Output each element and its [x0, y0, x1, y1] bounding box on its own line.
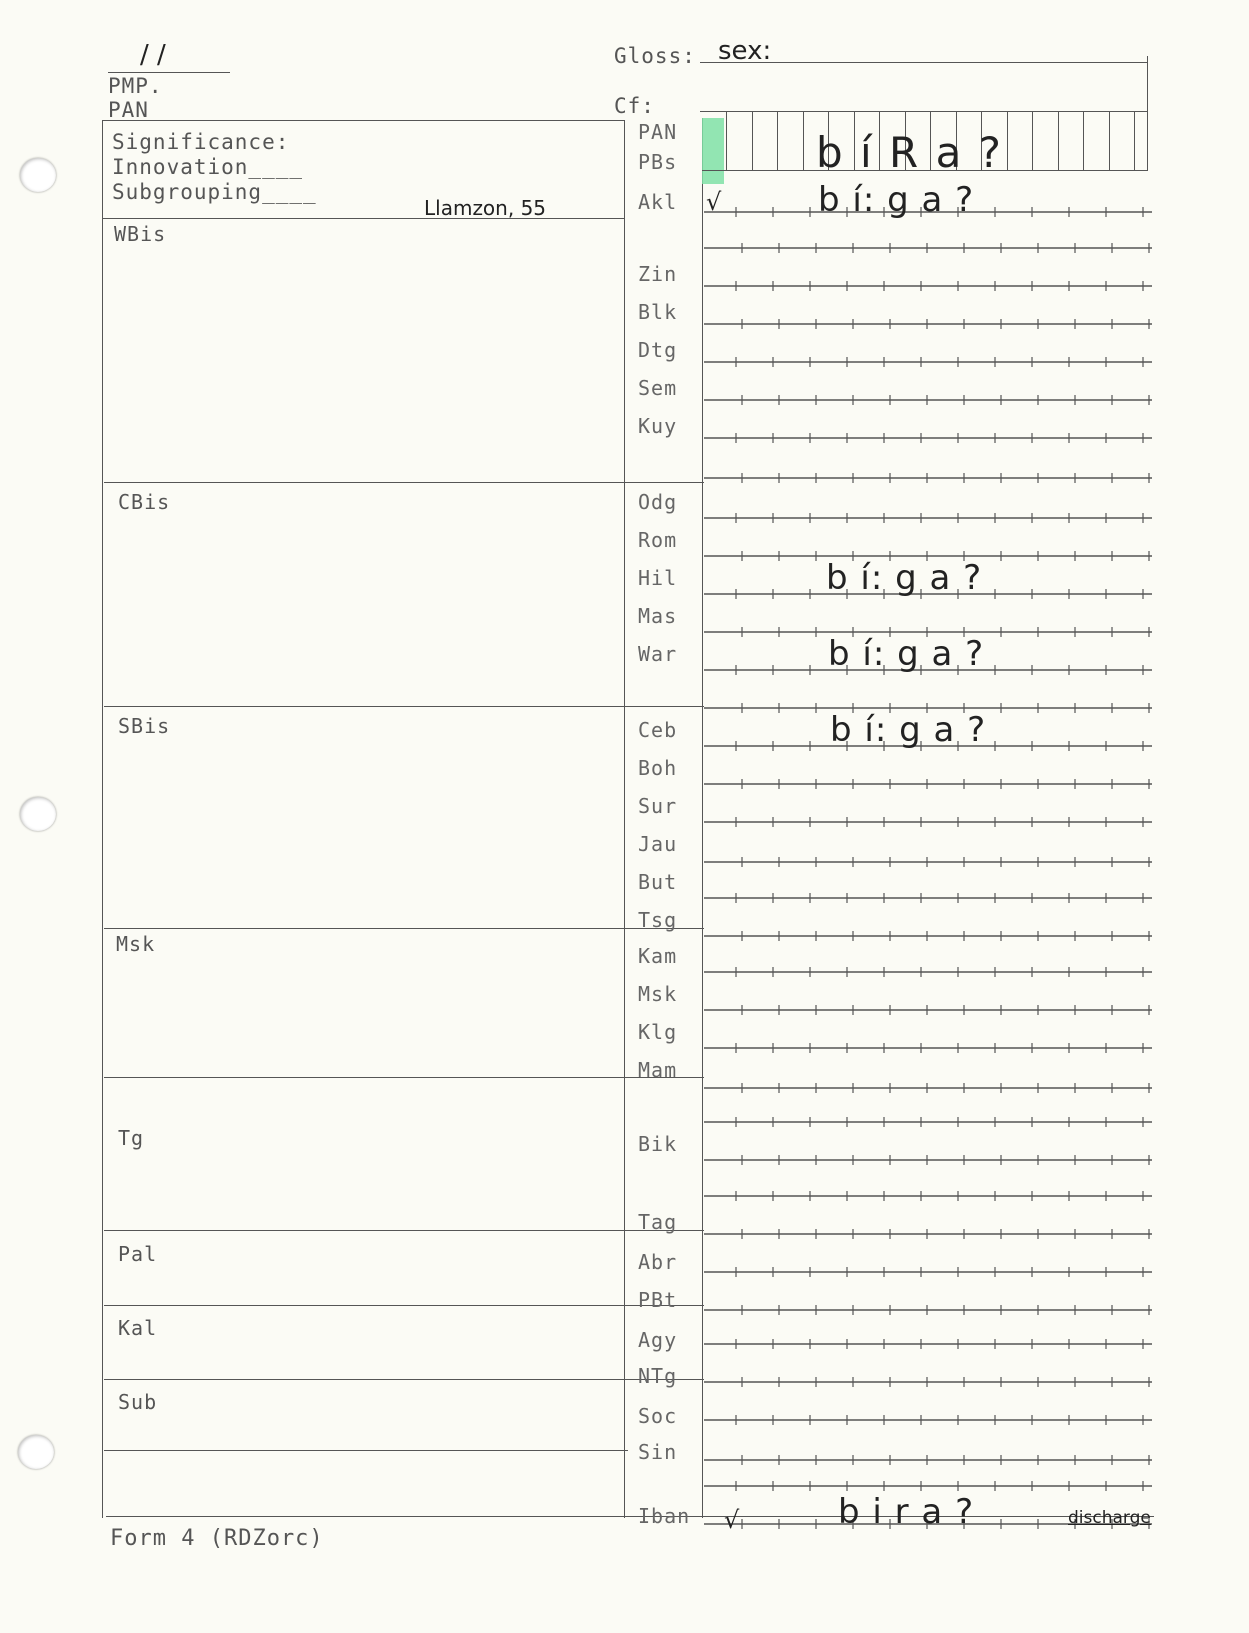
language-abbr-pbt: PBt	[638, 1288, 678, 1312]
pmp-label: PMP.	[108, 74, 163, 98]
significance-title: Significance:	[112, 130, 290, 154]
language-abbr-ceb: Ceb	[638, 718, 678, 742]
form-footer: Form 4 (RDZorc)	[110, 1526, 324, 1551]
pan-label: PAN	[108, 98, 149, 122]
subgrouping-label: Subgrouping____	[112, 180, 317, 204]
group-label-kal: Kal	[118, 1316, 158, 1340]
language-abbr-msk: Msk	[638, 982, 678, 1006]
entry-iban-gloss: discharge	[1068, 1508, 1151, 1528]
cf-label: Cf:	[614, 94, 655, 118]
gloss-label: Gloss:	[614, 44, 696, 68]
language-abbr-soc: Soc	[638, 1404, 678, 1428]
language-abbr-pbs: PBs	[638, 150, 678, 174]
date-marks: / /	[140, 40, 166, 70]
language-abbr-but: But	[638, 870, 678, 894]
language-abbr-bik: Bik	[638, 1132, 678, 1156]
group-label-msk: Msk	[116, 932, 156, 956]
language-abbr-akl: Akl	[638, 190, 678, 214]
language-abbr-iban: Iban	[638, 1504, 691, 1528]
language-abbr-abr: Abr	[638, 1250, 678, 1274]
language-abbr-war: War	[638, 642, 678, 666]
language-abbr-tag: Tag	[638, 1210, 678, 1234]
language-abbr-kam: Kam	[638, 944, 678, 968]
language-abbr-mam: Mam	[638, 1058, 678, 1082]
language-abbr-dtg: Dtg	[638, 338, 678, 362]
language-abbr-jau: Jau	[638, 832, 678, 856]
group-label-wbis: WBis	[114, 222, 167, 246]
entry-akl-check: √	[706, 188, 722, 216]
entry-akl: b í: g a ?	[818, 180, 975, 220]
group-label-sub: Sub	[118, 1390, 158, 1414]
language-abbr-sem: Sem	[638, 376, 678, 400]
language-abbr-mas: Mas	[638, 604, 678, 628]
language-abbr-sur: Sur	[638, 794, 678, 818]
language-abbr-boh: Boh	[638, 756, 678, 780]
group-label-sbis: SBis	[118, 714, 171, 738]
entry-pan: b í R a ?	[816, 128, 1003, 177]
entry-ceb: b í: g a ?	[830, 710, 987, 750]
language-abbr-ntg: NTg	[638, 1364, 678, 1388]
entry-war: b í: g a ?	[828, 634, 985, 674]
entry-hil: b í: g a ?	[826, 558, 983, 598]
language-abbr-odg: Odg	[638, 490, 678, 514]
language-abbr-tsg: Tsg	[638, 908, 678, 932]
language-abbr-blk: Blk	[638, 300, 678, 324]
language-abbr-zin: Zin	[638, 262, 678, 286]
group-label-tg: Tg	[118, 1126, 145, 1150]
language-abbr-pan: PAN	[638, 120, 678, 144]
innovation-label: Innovation____	[112, 155, 304, 179]
language-abbr-hil: Hil	[638, 566, 678, 590]
gloss-value: sex:	[718, 36, 772, 66]
language-abbr-rom: Rom	[638, 528, 678, 552]
group-label-cbis: CBis	[118, 490, 171, 514]
entry-iban-check: √	[724, 1506, 740, 1534]
language-abbr-sin: Sin	[638, 1440, 678, 1464]
entry-iban: b i r a ?	[838, 1492, 975, 1532]
language-abbr-agy: Agy	[638, 1328, 678, 1352]
source-citation: Llamzon, 55	[424, 196, 547, 220]
language-abbr-klg: Klg	[638, 1020, 678, 1044]
language-abbr-kuy: Kuy	[638, 414, 678, 438]
group-label-pal: Pal	[118, 1242, 158, 1266]
